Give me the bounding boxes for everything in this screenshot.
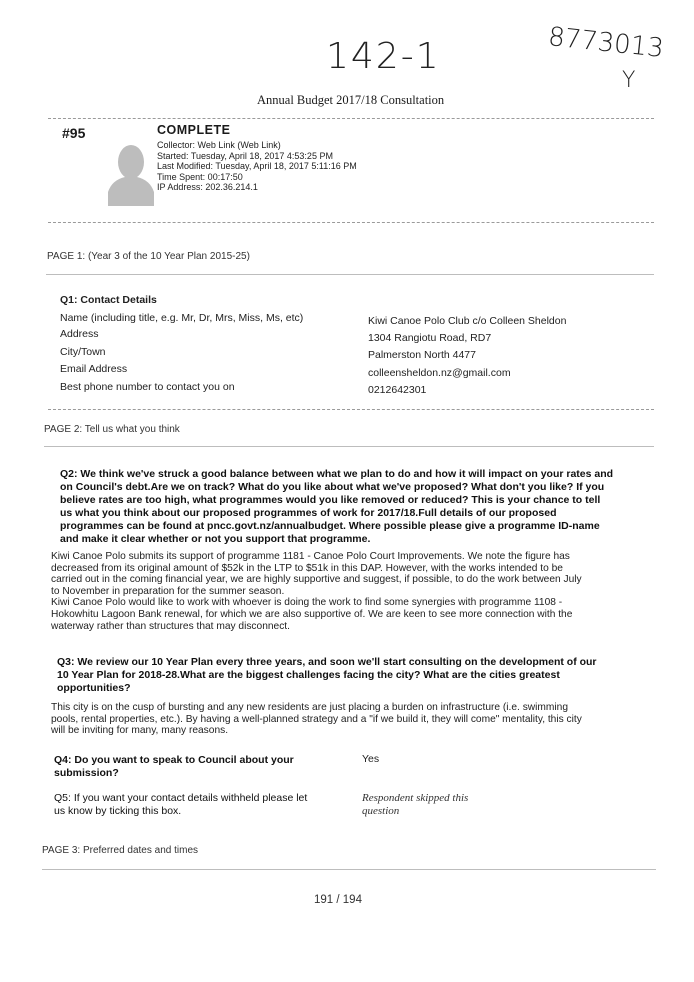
q2-line: programmes can be found at pncc.govt.nz/annualbudget. Where possible please give a programme ID-name bbox=[60, 520, 600, 532]
a2-line: Kiwi Canoe Polo would like to work with whoever is doing the work to find some synergies with programme 1108 - bbox=[51, 597, 563, 609]
handwritten-mark: Y bbox=[622, 68, 636, 93]
response-status: COMPLETE bbox=[157, 123, 231, 137]
divider bbox=[48, 409, 654, 410]
divider bbox=[48, 118, 654, 119]
field-value-phone: 0212642301 bbox=[368, 384, 427, 396]
page-number: 191 / 194 bbox=[314, 894, 362, 906]
field-value-name: Kiwi Canoe Polo Club c/o Colleen Sheldon bbox=[368, 315, 567, 327]
field-label-phone: Best phone number to contact you on bbox=[60, 381, 235, 393]
divider bbox=[42, 869, 656, 870]
field-value-city: Palmerston North 4477 bbox=[368, 349, 476, 361]
a2-line: to November in preparation for the summer season. bbox=[51, 585, 285, 597]
started-time: Started: Tuesday, April 18, 2017 4:53:25 PM bbox=[157, 150, 333, 161]
avatar-placeholder-icon bbox=[108, 140, 154, 206]
time-spent: Time Spent: 00:17:50 bbox=[157, 171, 243, 182]
divider bbox=[48, 222, 654, 223]
q3-line: 10 Year Plan for 2018-28.What are the biggest challenges facing the city? What are the cities greatest bbox=[57, 669, 560, 681]
handwritten-reference-left: 142-1 bbox=[326, 36, 441, 77]
q1-title: Q1: Contact Details bbox=[60, 294, 157, 306]
q5-answer bbox=[362, 792, 468, 817]
field-label-email: Email Address bbox=[60, 363, 128, 375]
q2-line: Q2: We think we've struck a good balance between what we plan to do and how it will impact on your rates and bbox=[60, 468, 614, 480]
q4-line: submission? bbox=[54, 767, 119, 779]
field-label-address: Address bbox=[60, 328, 99, 340]
response-metadata bbox=[157, 140, 357, 193]
field-value-address: 1304 Rangiotu Road, RD7 bbox=[368, 332, 492, 344]
q5-line: us know by ticking this box. bbox=[54, 805, 182, 817]
q3-question bbox=[57, 656, 667, 695]
a3-line: This city is on the cusp of bursting and any new residents are just placing a burden on infrastructure (i.e. swimming bbox=[51, 702, 568, 713]
q4-line: Q4: Do you want to speak to Council about your bbox=[54, 754, 294, 766]
q2-line: and make it clear whether or not you support that programme. bbox=[60, 533, 371, 545]
q2-line: believe rates are too high, what programmes would you like removed or reduced? This is your chance to tell bbox=[60, 494, 601, 506]
document-title: Annual Budget 2017/18 Consultation bbox=[257, 93, 445, 107]
q2-answer bbox=[51, 551, 671, 632]
handwritten-reference-right: 8773013 bbox=[546, 22, 666, 64]
page-2-heading: PAGE 2: Tell us what you think bbox=[44, 424, 180, 435]
last-modified-time: Last Modified: Tuesday, April 18, 2017 5:11:16 PM bbox=[157, 161, 357, 172]
a3-line: will be inviting for many, many reasons. bbox=[51, 725, 229, 737]
collector: Collector: Web Link (Web Link) bbox=[157, 140, 281, 150]
field-label-city: City/Town bbox=[60, 346, 106, 358]
q2-line: on Council's debt.Are we on track? What do you like about what we've proposed? What don't you like? If you bbox=[60, 481, 605, 493]
q3-answer bbox=[51, 702, 671, 737]
q2-question bbox=[60, 468, 660, 546]
ip-address: IP Address: 202.36.214.1 bbox=[157, 182, 258, 193]
a5-line: question bbox=[362, 804, 400, 817]
page-3-heading: PAGE 3: Preferred dates and times bbox=[42, 845, 199, 856]
page-1-heading: PAGE 1: (Year 3 of the 10 Year Plan 2015-25) bbox=[47, 251, 250, 262]
q5-line: Q5: If you want your contact details withheld please let bbox=[54, 792, 308, 804]
q5-question bbox=[54, 792, 354, 818]
q4-answer: Yes bbox=[362, 753, 380, 765]
response-number: #95 bbox=[62, 125, 86, 141]
q3-line: opportunities? bbox=[57, 682, 131, 694]
field-value-email: colleensheldon.nz@gmail.com bbox=[368, 367, 511, 379]
a2-line: decreased from its original amount of $52k in the LTP to $51k in this DAP. However, with the works intended to be bbox=[51, 562, 563, 574]
a5-line: Respondent skipped this bbox=[362, 792, 469, 804]
q3-line: Q3: We review our 10 Year Plan every three years, and soon we'll start consulting on the development of our bbox=[57, 656, 597, 668]
divider bbox=[46, 274, 654, 275]
a2-line: Kiwi Canoe Polo submits its support of programme 1181 - Canoe Polo Court Improvements. We note the figure has bbox=[51, 551, 570, 562]
a2-line: Hokowhitu Lagoon Bank renewal, for which we are also supportive of. We are keen to see more connection with the bbox=[51, 608, 573, 620]
a3-line: pools, rental properties, etc.). By having a well-planned strategy and a "if we build it, they will come" mentality, this city bbox=[51, 713, 582, 725]
divider bbox=[44, 446, 654, 447]
a2-line: waterway rather than structures that may disconnect. bbox=[51, 620, 290, 632]
q2-line: us what you think about our proposed programmes of work for 2017/18.Full details of our proposed bbox=[60, 507, 557, 519]
a2-line: carried out in the coming financial year, we are highly supportive and suggest, if possible, to do the work between July bbox=[51, 574, 582, 586]
q4-question bbox=[54, 754, 344, 780]
field-label-name: Name (including title, e.g. Mr, Dr, Mrs, Miss, Ms, etc) bbox=[60, 312, 304, 324]
